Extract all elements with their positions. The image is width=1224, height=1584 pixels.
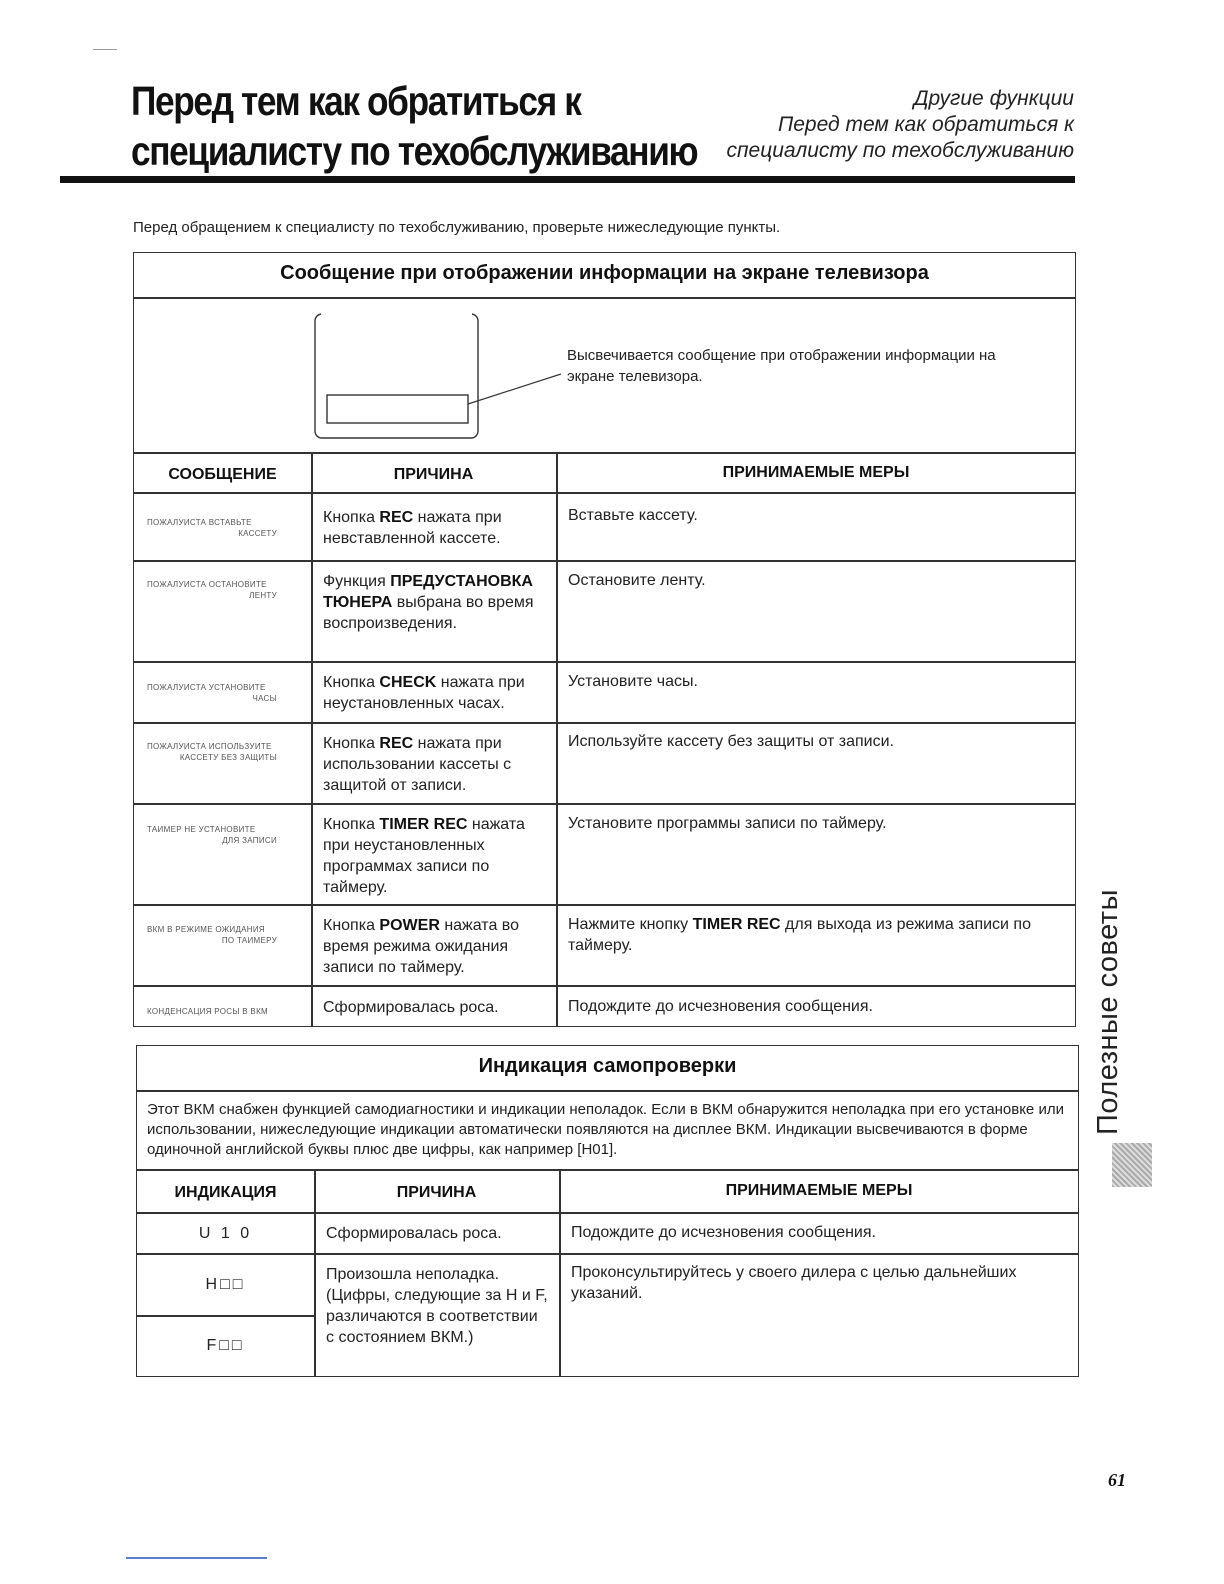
tv-message: КОНДЕНСАЦИЯ РОСЫ В ВКМ	[147, 1007, 268, 1016]
col-header-cause: ПРИЧИНА	[396, 1184, 477, 1201]
action-text: Подождите до исчезновения сообщения.	[568, 998, 873, 1015]
breadcrumb-section: Другие функции	[913, 87, 1074, 110]
row-divider	[134, 722, 1075, 724]
callout-leader-line	[468, 374, 561, 404]
col-header-action: ПРИНИМАЕМЫЕ МЕРЫ	[722, 464, 910, 481]
tv-message: ПОЖАЛУИСТА ВСТАВЬТЕ КАССЕТУ	[147, 518, 277, 538]
col-header-message: СООБЩЕНИЕ	[168, 466, 277, 483]
tv-message-table-title: Сообщение при отображении информации на экране телевизора	[280, 262, 929, 284]
tv-message: ПОЖАЛУИСТА УСТАНОВИТЕ ЧАСЫ	[147, 683, 277, 703]
self-check-table	[136, 1045, 1079, 1377]
tv-message-table	[133, 252, 1076, 1027]
side-tab-marker	[1112, 1143, 1152, 1187]
action-text: Проконсультируйтесь у своего дилера с целью дальнейших указаний.	[571, 1264, 1017, 1302]
breadcrumb	[726, 86, 1074, 164]
page-number: 61	[1108, 1470, 1126, 1490]
tv-screen-outline	[315, 314, 478, 438]
cause-text: Произошла неполадка. (Цифры, следующие за H и F, различаются в соответствии с состоянием ВКМ.)	[326, 1266, 548, 1346]
col-divider	[556, 452, 558, 1026]
divider	[134, 492, 1075, 494]
col-header-indication: ИНДИКАЦИЯ	[174, 1184, 277, 1201]
self-check-description: Этот ВКМ снабжен функцией самодиагностики и индикации неполадок. Если в ВКМ обнаружится неполадка при его установке или использовании, нижеследующие индикации автоматически появляются на дисплее ВКМ. Индикации высвечиваются в форме одиночной английской буквы плюс две цифры, как например [H01].	[147, 1101, 1064, 1158]
breadcrumb-page-line1: Перед тем как обратиться к	[778, 113, 1074, 136]
breadcrumb-page-line2: специалисту по техобслуживанию	[726, 139, 1074, 162]
tv-message: ПОЖАЛУИСТА ОСТАНОВИТЕ ЛЕНТУ	[147, 580, 277, 600]
divider	[134, 452, 1075, 454]
indication-code: H□□	[205, 1276, 246, 1293]
indication-code: F□□	[206, 1337, 245, 1354]
action-text: Вставьте кассету.	[568, 507, 698, 524]
divider	[137, 1212, 1078, 1214]
action-text: Установите программы записи по таймеру.	[568, 815, 887, 832]
cause-text: Кнопка REC нажата при невставленной кассете.	[323, 509, 502, 547]
row-divider	[137, 1315, 314, 1317]
divider	[137, 1169, 1078, 1171]
side-section-label: Полезные советы	[1092, 889, 1124, 1135]
callout-text: Высвечивается сообщение при отображении информации на экране телевизора.	[567, 347, 996, 385]
action-text: Нажмите кнопку TIMER REC для выхода из режима записи по таймеру.	[568, 916, 1031, 954]
action-text: Остановите ленту.	[568, 572, 706, 589]
cause-text: Кнопка CHECK нажата при неустановленных часах.	[323, 674, 525, 712]
footer-line	[126, 1557, 267, 1559]
action-text: Используйте кассету без защиты от записи.	[568, 733, 894, 750]
row-divider	[137, 1253, 1078, 1255]
intro-text: Перед обращением к специалисту по техобслуживанию, проверьте нижеследующие пункты.	[133, 219, 781, 236]
cause-text: Сформировалась роса.	[326, 1225, 502, 1242]
row-divider	[134, 985, 1075, 987]
cause-text: Кнопка REC нажата при использовании кассеты с защитой от записи.	[323, 735, 512, 794]
divider	[137, 1090, 1078, 1092]
tv-message: ВКМ В РЕЖИМЕ ОЖИДАНИЯ ПО ТАИМЕРУ	[147, 925, 277, 945]
col-header-action: ПРИНИМАЕМЫЕ МЕРЫ	[725, 1182, 913, 1199]
tv-message-box	[327, 395, 468, 423]
self-check-table-title: Индикация самопроверки	[478, 1055, 737, 1077]
indication-code: U 1 0	[198, 1225, 253, 1242]
col-divider	[314, 1169, 316, 1376]
tv-message: ПОЖАЛУИСТА ИСПОЛЬЗУИТЕ КАССЕТУ БЕЗ ЗАЩИТЫ	[147, 742, 277, 762]
header-rule	[60, 176, 1075, 183]
col-header-cause: ПРИЧИНА	[393, 466, 474, 483]
page-title: Перед тем как обратиться к специалисту по техобслуживанию	[131, 78, 698, 174]
row-divider	[134, 661, 1075, 663]
row-divider	[134, 904, 1075, 906]
cause-text: Сформировалась роса.	[323, 999, 499, 1016]
col-divider	[311, 452, 313, 1026]
cause-text: Кнопка TIMER REC нажата при неустановленных программах записи по таймеру.	[323, 816, 525, 896]
cause-text: Кнопка POWER нажата во время режима ожидания записи по таймеру.	[323, 917, 520, 976]
col-divider	[559, 1169, 561, 1376]
cause-text: Функция ПРЕДУСТАНОВКА ТЮНЕРА выбрана во время воспроизведения.	[323, 573, 534, 632]
row-divider	[134, 560, 1075, 562]
row-divider	[134, 803, 1075, 805]
action-text: Подождите до исчезновения сообщения.	[571, 1224, 876, 1241]
tv-message: ТАИМЕР НЕ УСТАНОВИТЕ ДЛЯ ЗАПИСИ	[147, 825, 277, 845]
action-text: Установите часы.	[568, 673, 698, 690]
corner-mark	[93, 49, 117, 50]
